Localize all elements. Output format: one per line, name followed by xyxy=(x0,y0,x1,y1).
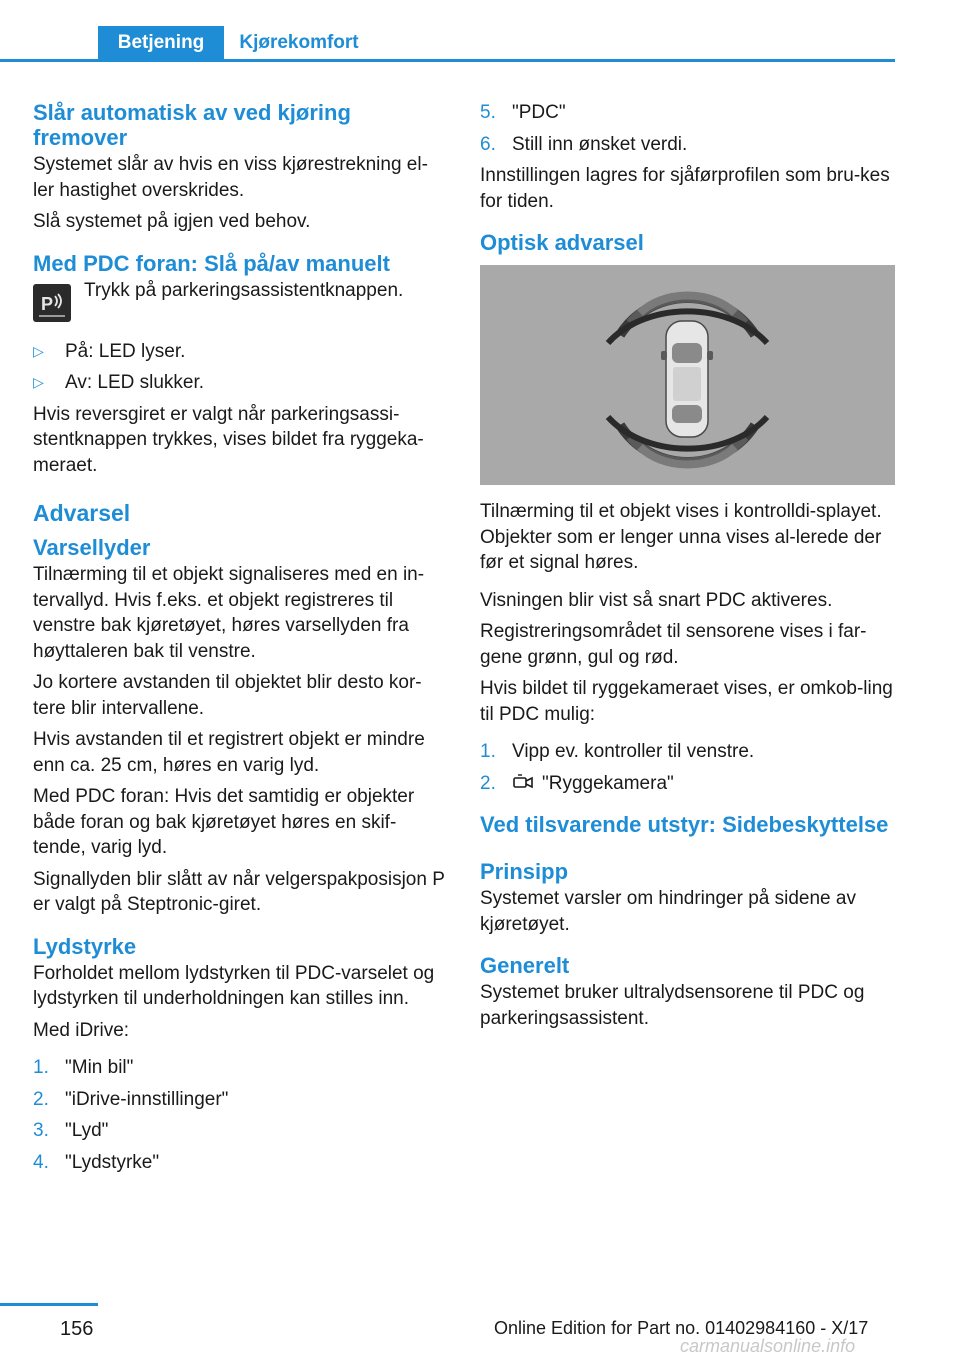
paragraph: Tilnærming til et objekt signaliseres med en in‐tervallyd. Hvis f.eks. et objekt registreres til venstre bak kjøretøyet, høres varsellyden fra høyttaleren bak til venstre. xyxy=(33,564,425,662)
paragraph: Visningen blir vist så snart PDC aktiveres. xyxy=(480,589,833,611)
rear-camera-icon xyxy=(512,773,534,791)
list-item: 1. Vipp ev. kontroller til venstre. xyxy=(480,741,755,762)
numbered-list xyxy=(480,739,896,796)
list-item: 3. "Lyd" xyxy=(33,1120,109,1141)
paragraph: Systemet varsler om hindringer på sidene av kjøretøyet. xyxy=(480,888,856,935)
heading-principle: Prinsipp xyxy=(480,859,569,884)
list-item: 1. "Min bil" xyxy=(33,1057,134,1078)
list-item: ▷ Av: LED slukker. xyxy=(33,370,447,396)
heading-side-protection: Ved tilsvarende utstyr: Sidebeskyttelse xyxy=(480,812,889,837)
paragraph: Med iDrive: xyxy=(33,1019,130,1041)
numbered-list xyxy=(480,100,896,157)
heading-manual: Med PDC foran: Slå på/av manuelt xyxy=(33,250,390,276)
page-number: 156 xyxy=(60,1318,94,1340)
heading-general: Generelt xyxy=(480,953,570,978)
list-item: ▷ På: LED lyser. xyxy=(33,339,447,365)
car-top-view-icon xyxy=(480,265,895,485)
list-item: 2. "iDrive-innstillinger" xyxy=(33,1088,229,1110)
paragraph: Signallyden blir slått av når velgerspakposisjon P er valgt på Steptronic-giret. xyxy=(33,868,445,915)
right-column xyxy=(480,100,896,1037)
parking-assistant-button-icon xyxy=(33,284,71,322)
pdc-display-figure xyxy=(480,265,895,485)
edition-note: Online Edition for Part no. 01402984160 - X/17 xyxy=(494,1318,869,1338)
heading-auto-off: Slår automatisk av ved kjøring fremover xyxy=(33,100,351,150)
paragraph: Tilnærming til et objekt vises i kontrolldi‐splayet. Objekter som er lenger unna vises al‐lerede der før et signal høres. xyxy=(480,501,882,573)
paragraph: Systemet slår av hvis en viss kjørestrekning el‐ler hastighet overskrides. xyxy=(33,154,428,201)
list-item: 4. "Lydstyrke" xyxy=(33,1151,160,1173)
paragraph: Systemet bruker ultralydsensorene til PDC og parkeringsassistent. xyxy=(480,982,865,1029)
list-item: 6. Still inn ønsket verdi. xyxy=(480,133,688,155)
heading-volume: Lydstyrke xyxy=(33,933,137,959)
footer-rule xyxy=(0,1303,98,1306)
bullet-list xyxy=(33,338,447,396)
header-tabs xyxy=(0,26,895,62)
triangle-right-icon: ▷ xyxy=(33,342,44,359)
paragraph: Trykk på parkeringsassistentknappen. xyxy=(84,279,404,301)
svg-text:P: P xyxy=(41,293,54,314)
heading-optical: Optisk advarsel xyxy=(480,230,644,255)
numbered-list xyxy=(33,1055,447,1175)
paragraph: Slå systemet på igjen ved behov. xyxy=(33,211,311,232)
watermark: carmanualsonline.info xyxy=(680,1336,856,1356)
paragraph: Jo kortere avstanden til objektet blir desto kor‐tere blir intervallene. xyxy=(33,672,422,719)
paragraph: Registreringsområdet til sensorene vises i far‐gene grønn, gul og rød. xyxy=(480,621,867,668)
paragraph: Hvis reversgiret er valgt når parkeringsassi‐stentknappen trykkes, vises bildet fra ryggeka‐meraet. xyxy=(33,403,424,476)
pdc-button-instruction xyxy=(33,278,447,320)
header-rule xyxy=(0,59,895,62)
tab-betjening[interactable]: Betjening xyxy=(98,26,224,62)
paragraph: Hvis bildet til ryggekameraet vises, er omkob‐ling til PDC mulig: xyxy=(480,678,893,725)
list-item: 2. "Ryggekamera" xyxy=(480,772,674,794)
paragraph: Forholdet mellom lydstyrken til PDC-varselet og lydstyrken til underholdningen kan stilles inn. xyxy=(33,962,435,1009)
list-item: 5. "PDC" xyxy=(480,102,566,123)
paragraph: Innstillingen lagres for sjåførprofilen som bru‐kes for tiden. xyxy=(480,165,890,212)
tab-kjorekomfort[interactable]: Kjørekomfort xyxy=(239,32,359,53)
heading-sound: Varsellyder xyxy=(33,535,151,560)
heading-warning: Advarsel xyxy=(33,500,131,526)
triangle-right-icon: ▷ xyxy=(33,374,44,390)
paragraph: Med PDC foran: Hvis det samtidig er objekter både foran og bak kjøretøyet høres en skif‐tende, varig lyd. xyxy=(33,786,415,858)
paragraph: Hvis avstanden til et registrert objekt er mindre enn ca. 25 cm, høres en varig lyd. xyxy=(33,729,425,776)
left-column xyxy=(33,100,447,1181)
